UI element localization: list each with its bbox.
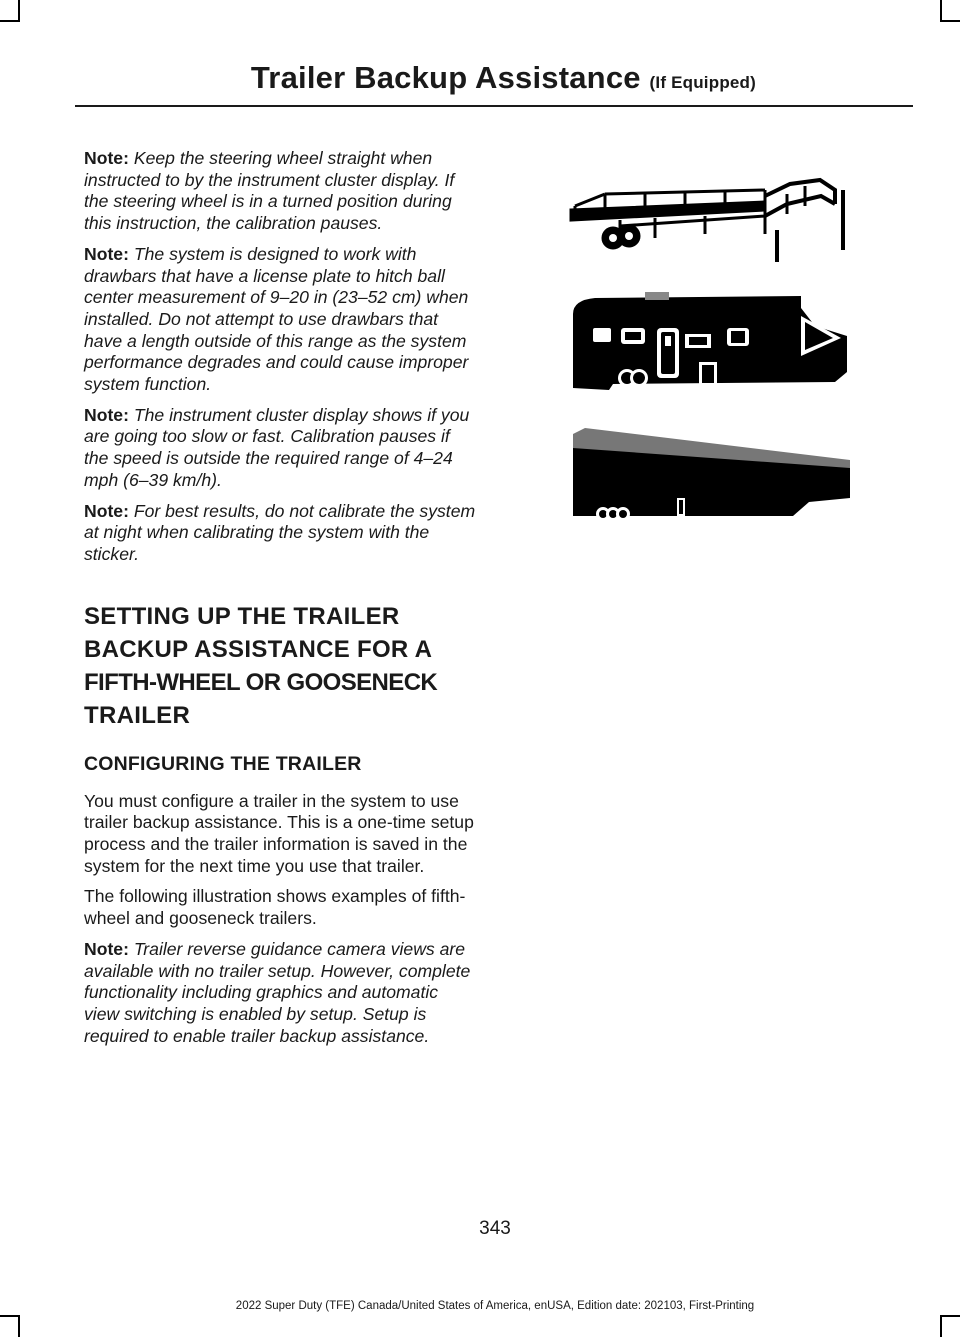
crop-mark [18, 1315, 20, 1337]
note-label: Note: [84, 148, 129, 168]
body-paragraph: The following illustration shows examples of fifth-wheel and gooseneck trailers. [84, 886, 466, 929]
footer-text: 2022 Super Duty (TFE) Canada/United States of America, enUSA, Edition date: 202103, First-Printing [235, 1300, 755, 1312]
section-heading-line: BACKUP ASSISTANCE FOR A [84, 635, 433, 663]
note-paragraph [84, 148, 476, 235]
note-label: Note: [84, 500, 129, 521]
crop-mark [0, 1315, 20, 1317]
note-paragraph [84, 939, 476, 1048]
enclosed-trailer-image [573, 428, 850, 521]
crop-mark [940, 20, 960, 22]
section-heading-line: FIFTH-WHEEL OR GOOSENECK [84, 668, 438, 696]
note-label: Note: [84, 404, 129, 425]
header-divider [75, 105, 913, 107]
note-paragraph [84, 501, 476, 566]
crop-mark [940, 0, 942, 22]
section-heading-line: SETTING UP THE TRAILER [84, 602, 400, 630]
subheading: CONFIGURING THE TRAILER [84, 752, 362, 775]
note-text: Keep the steering wheel straight when instructed to by the instrument cluster display. If the steering wheel is in a turned position during this instruction, the calibration pauses. [84, 148, 455, 234]
note-text: The instrument cluster display shows if you are going too slow or fast. Calibration pauses if the speed is outside the required range of 4–24 mph (6–39 km/h). [84, 404, 470, 490]
crop-mark [18, 0, 20, 22]
header-subtitle: (If Equipped) [649, 73, 756, 92]
crop-mark [0, 20, 20, 22]
gooseneck-trailer-image [571, 180, 843, 262]
main-column [84, 148, 476, 1056]
fifth-wheel-camper-image [573, 292, 847, 390]
page-number: 343 [479, 1218, 511, 1239]
section-heading-line: TRAILER [84, 701, 191, 729]
section-heading [84, 600, 476, 732]
note-text: The system is designed to work with drawbars that have a license plate to hitch ball center measurement of 9–20 in (23–52 cm) when installed. Do not attempt to use drawbars that have a length outside of this range as the system performance degrades and could cause improper system function. [84, 243, 469, 395]
note-paragraph [84, 405, 476, 492]
trailer-illustration [565, 176, 860, 536]
note-label: Note: [84, 243, 129, 264]
note-label: Note: [84, 938, 129, 959]
page-header [251, 60, 756, 96]
note-text: Trailer reverse guidance camera views are available with no trailer setup. However, complete functionality including graphics and automatic view switching is enabled by setup. Setup is required to enable trailer backup assistance. [84, 938, 471, 1046]
note-text: For best results, do not calibrate the system at night when calibrating the system with the sticker. [84, 500, 476, 564]
body-paragraph: You must configure a trailer in the system to use trailer backup assistance. This is a one-time setup process and the trailer information is saved in the system for the next time you use that trailer. [84, 790, 474, 876]
crop-mark [940, 1315, 942, 1337]
note-paragraph [84, 244, 476, 396]
crop-mark [940, 1315, 960, 1317]
header-title: Trailer Backup Assistance [250, 60, 641, 95]
